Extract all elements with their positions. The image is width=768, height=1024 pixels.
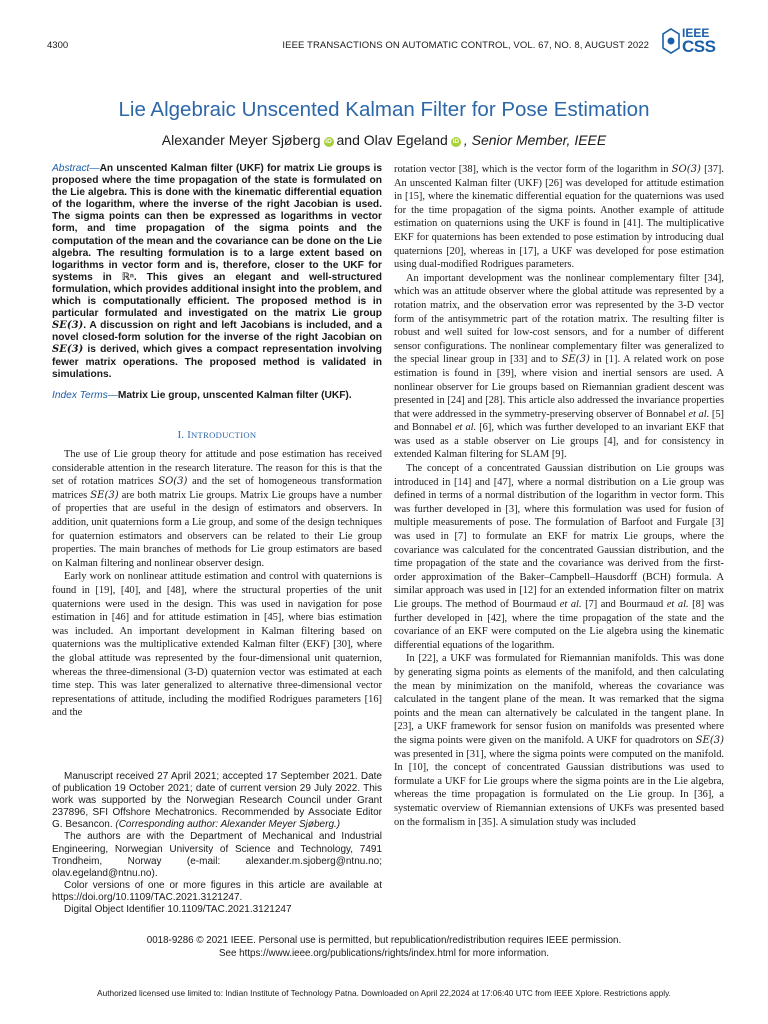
author-line xyxy=(0,132,768,148)
footnote-paragraph: Digital Object Identifier 10.1109/TAC.2021.3121247 xyxy=(64,904,292,916)
logo-ieee-text: IEEE xyxy=(682,26,710,40)
abstract-text: . A discussion on right and left Jacobians is included, and a novel closed-form solution for the inverse of the right Jacobian on xyxy=(52,320,382,344)
abstract-math: SE(3) xyxy=(52,320,84,332)
ieee-logo-mark-icon xyxy=(662,28,680,54)
section-name: NTRODUCTION xyxy=(191,430,257,440)
abstract-lead: Abstract— xyxy=(52,163,100,174)
copyright-notice xyxy=(0,935,768,960)
footnote-paragraph: Color versions of one or more figures in this article are available at https://doi.org/10.1109/TAC.2021.3121247. xyxy=(52,879,382,903)
text-run: are both matrix Lie groups. Matrix Lie groups have a number of properties that are useful in the design of estimators and observers. In addition, unit quaternions form a Lie group, and some of the design techniques for quaternion estimators and observers can be related to their Lie group properties. The main branches of methods for Lie group estimators are based on Kalman filtering and nonlinear observer design. xyxy=(52,489,382,569)
text-run: in [1]. A related work on pose estimation is found in [39], where vision and inertial sensors are used. A nonlinear observer for Lie groups based on Riemannian gradient descent was presented in [24] and [28]. This article also addressed the invariance properties that were addressed in the symmetry-preserving observer of Bonnabel xyxy=(394,354,724,420)
abstract-text: An unscented Kalman filter (UKF) for matrix Lie groups is proposed where the time propagation of the state is formulated on the Lie algebra. This is done with the kinematic differential equation of the logarithm, where the inverse of the right Jacobian is used. The sigma points can then be expressed as logarithms in vector form, and time propagation of the sigma points and the computation of the mean and the covariance can be done on the Lie algebra. The resulting formulation is to a large extent based on logarithms in vector form and is, therefore, closer to the UKF for systems in xyxy=(52,163,382,283)
abstract-text: is derived, which gives a compact representation involving fewer matrix operations. The proposed method is validated in simulations. xyxy=(52,344,382,380)
math-inline: SE(3) xyxy=(695,734,724,746)
author-1: Alexander Meyer Sjøberg xyxy=(161,132,321,148)
text-run: [37]. An unscented Kalman filter (UKF) [26] was developed for attitude estimation in [15], where the kinematic differential equation for the quaternions was used for the time propagation of the sigma points. Another example of attitude estimation on quaternions using the UKF is found in [41]. The multiplicative EKF for quaternions has been extended to pose estimation by introducing dual quaternions [20], whereas in [17], a UKF was developed for pose estimation using dual-modified Rodrigues parameters. xyxy=(394,164,724,271)
copyright-line: 0018-9286 © 2021 IEEE. Personal use is permitted, but republication/redistribution requires IEEE permission. xyxy=(146,935,622,946)
ieee-css-logo xyxy=(660,24,724,58)
paragraph: Early work on nonlinear attitude estimation and control with quaternions is found in [19], [40], and [48], where the structural properties of the unit quaternions were used in the design. This was used in navigation for pose estimation in [46] and for attitude estimation in [45], where bias estimation was included. An important development in Kalman filtering based on quaternions was the multiplicative extended Kalman filter (EKF) [30], where the global attitude was represented by the four-dimensional unit quaternion, whereas the three-dimensional (3-D) quaternion vector was estimated at each time step. This was later generalized to alternative three-dimensional vector representations of attitude, including the modified Rodrigues parameters [16] and the xyxy=(52,571,382,719)
section-heading xyxy=(52,430,382,441)
math-inline: SE(3) xyxy=(90,489,119,501)
text-run: The concept of a concentrated Gaussian distribution on Lie groups was introduced in [14] and [47], where a normal distribution on a Lie group was defined in terms of a normal distribution of the logarithm in vector form. This was further developed in [3], where this formulation was used for fusion of multiple measurements of pose. The formulation of Barfoot and Furgale [3] was used in [7] to formulate an EKF for matrix Lie groups, where the covariance was calculated for the concentrated Gaussian distribution, and the time propagation of the state and the covariance was derived from the first-order approximation of the Baker–Campbell–Hausdorff (BCH) formula. A similar approach was used in [12] for an extended information filter on matrix Lie groups. The method of Bourmaud xyxy=(394,463,724,610)
author-connector: and Olav Egeland xyxy=(336,132,448,148)
paragraph xyxy=(394,652,724,829)
paragraph xyxy=(394,462,724,652)
text-run: [6], which was further developed to an invariant EKF that was used as a stable observer on Lie groups [4], and for consistency in extended Kalman filtering for SLAM [9]. xyxy=(394,422,724,461)
text-run: An important development was the nonlinear complementary filter [34], which was an attitude observer where the global attitude was represented by a rotation matrix, and the observation error was represented by the 3-D vector form of the antisymmetric part of the rotation matrix. The resulting filter is robust and well suited for low-cost sensors, and for a number of different sensor configurations. The nonlinear complementary filter was generalized to the special linear group in [33] and to xyxy=(394,272,724,366)
text-run: [8] was further developed in [42], where the time propagation of the state and the covariance of an EKF were computed on the Lie algebra using the kinematic differential equations of the logarithm. xyxy=(394,599,724,651)
footnote-paragraph xyxy=(52,771,382,831)
math-inline: SE(3) xyxy=(561,354,590,366)
intro-body xyxy=(52,448,382,720)
index-terms-lead: Index Terms— xyxy=(52,390,118,401)
footnote-paragraph: The authors are with the Department of Mechanical and Industrial Engineering, Norwegian University of Science and Technology, 7491 Trondheim, Norway (e-mail: alexander.m.sjoberg@ntnu.no; olav.egeland@ntnu.no). xyxy=(52,831,382,879)
text-run: The use of Lie group theory for attitude and pose estimation has received considerable attention in the research literature. The reason for this is that the set of rotation matrices xyxy=(52,449,382,488)
right-column xyxy=(394,163,724,829)
text-run: and the set of homogeneous transformation matrices xyxy=(52,476,383,501)
paragraph xyxy=(52,448,382,570)
footnote xyxy=(52,771,382,916)
index-terms-text: Matrix Lie group, unscented Kalman filter (UKF). xyxy=(117,390,352,401)
text-run: et al. xyxy=(559,599,582,610)
text-run: et al. xyxy=(666,599,689,610)
license-notice: Authorized licensed use limited to: Indian Institute of Technology Patna. Downloaded on April 22,2024 at 17:06:40 UTC from IEEE Xplore. Restrictions apply. xyxy=(97,988,671,998)
paragraph xyxy=(394,272,724,462)
page-number: 4300 xyxy=(47,40,69,51)
text-run: Manuscript received 27 April 2021; accepted 17 September 2021. Date of publication 19 October 2021; date of current version 29 July 2022. This work was supported by the Norwegian Research Council under Grant 237896, SFI Offshore Mechatronics. Recommended by Associate Editor G. Besancon. xyxy=(52,771,382,831)
math-inline: SO(3) xyxy=(671,164,701,175)
copyright-line: See https://www.ieee.org/publications/rights/index.html for more information. xyxy=(219,947,549,959)
abstract xyxy=(52,163,382,381)
text-run: (Corresponding author: Alexander Meyer Sjøberg.) xyxy=(115,819,341,831)
orcid-icon[interactable]: iD xyxy=(325,138,332,145)
text-run: was presented in [31], where the sigma points were computed on the manifold. In [10], the concept of concentrated Gaussian distributions was used to formulate a UKF for Lie groups where the sigma points are in the Lie algebra, whereas the time propagation is formulated on the Lie group. In [36], a systematic overview of Riemannian extensions of UKFs was presented based on the formalism in [35]. A simulation study was included xyxy=(394,748,724,828)
text-run: In [22], a UKF was formulated for Riemannian manifolds. This was done by generating sigma points as elements of the manifold, and then calculating the mean by minimization on the manifold, whereas the covariance was calculated in the tangent plane of the mean. It was remarked that the sigma points and the mean can alternatively be calculated in the tangent plane. In [23], a UKF framework for sensor fusion on manifolds was presented where the sigma points were given on the manifold. A UKF for quadrotors on xyxy=(394,653,724,746)
abstract-math: ℝⁿ xyxy=(121,271,134,283)
paper-title: Lie Algebraic Unscented Kalman Filter for Pose Estimation xyxy=(118,98,650,121)
text-run: [5] and Bonnabel xyxy=(394,408,724,434)
abstract-text: . This gives an elegant and well-structured formulation, which provides additional insight into the problem, and which is computationally efficient. The proposed method is in particular formulated and investigated on the matrix Lie group xyxy=(52,271,382,320)
author-suffix: , Senior Member, IEEE xyxy=(463,132,607,148)
text-run: et al. xyxy=(688,408,710,420)
paragraph xyxy=(394,163,724,272)
running-head: IEEE TRANSACTIONS ON AUTOMATIC CONTROL, VOL. 67, NO. 8, AUGUST 2022 xyxy=(282,40,649,51)
index-terms xyxy=(52,390,382,401)
text-run: et al. xyxy=(454,422,477,434)
logo-css-text: CSS xyxy=(682,37,716,56)
math-inline: SO(3) xyxy=(158,476,188,488)
text-run: rotation vector [38], which is the vector form of the logarithm in xyxy=(394,164,672,175)
section-numeral: I. I xyxy=(177,430,192,441)
text-run: [7] and Bourmaud xyxy=(581,599,667,610)
abstract-math: SE(3) xyxy=(52,344,84,356)
orcid-icon[interactable]: iD xyxy=(452,138,460,145)
